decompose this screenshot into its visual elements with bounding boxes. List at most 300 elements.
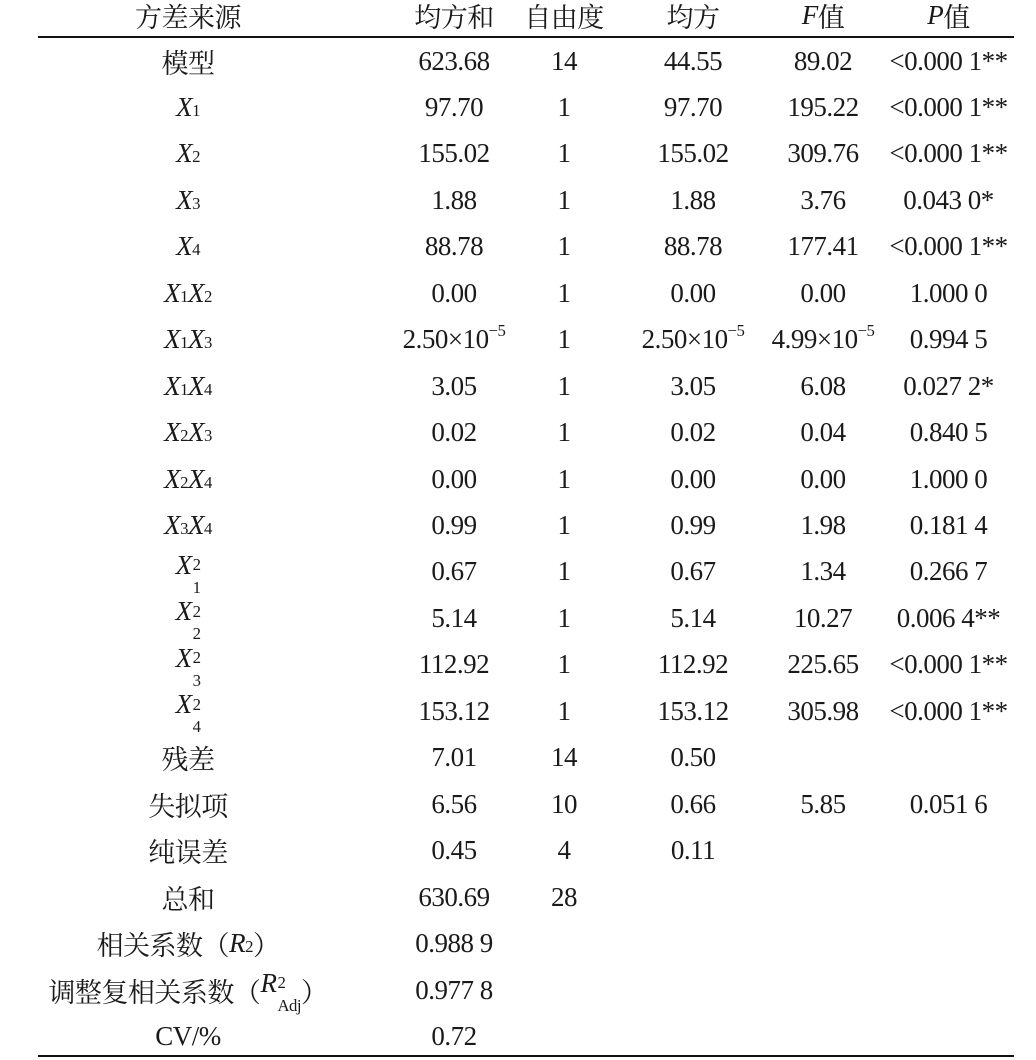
source-cell	[38, 735, 338, 781]
mean-sq-cell	[613, 38, 773, 84]
source-cell	[38, 270, 338, 316]
source-cell	[38, 828, 338, 874]
p-value-cell	[883, 317, 1014, 363]
table-row	[38, 84, 1014, 130]
source-cell	[38, 363, 338, 409]
p-value-cell	[883, 549, 1014, 595]
p-value-cell	[883, 828, 1014, 874]
f-value-cell	[758, 38, 888, 84]
mean-sq-cell	[613, 84, 773, 130]
superscript: 2	[277, 973, 286, 993]
source-cell	[38, 1013, 338, 1059]
source-variable	[260, 967, 302, 1015]
sum-sq-value: 1.88	[431, 184, 477, 215]
df-value: 10	[551, 788, 577, 819]
source-label: 失拟项	[148, 791, 228, 822]
sum-sq-value: 0.02	[431, 417, 477, 448]
source-cell	[38, 317, 338, 363]
f-value: 309.76	[787, 138, 859, 169]
source-cell	[38, 131, 338, 177]
variable-letter: R	[229, 928, 246, 959]
source-cell	[38, 503, 338, 549]
source-suffix: ）	[301, 977, 328, 1008]
table-row	[38, 642, 1014, 688]
source-prefix: 相关系数（	[96, 931, 230, 962]
mean-sq-cell	[613, 1013, 773, 1059]
f-value: 225.65	[787, 649, 859, 680]
f-value: 195.22	[787, 91, 859, 122]
p-value: <0.000 1**	[889, 695, 1008, 726]
source-suffix: ）	[252, 931, 280, 962]
source-cell	[38, 642, 338, 688]
header-p-letter: P	[927, 0, 944, 30]
mean-sq-value: 0.50	[670, 742, 716, 773]
p-value-cell	[883, 456, 1014, 502]
sum-sq-value: 0.00	[431, 277, 477, 308]
source-cell	[38, 874, 338, 920]
df-cell	[504, 503, 624, 549]
superscript: 2	[192, 648, 201, 668]
table-row	[38, 828, 1014, 874]
variable-letter: X	[175, 642, 192, 673]
f-value-cell	[758, 781, 888, 827]
ss-exponent: −5	[488, 321, 506, 341]
variable-letter: X	[188, 510, 204, 540]
mean-sq-value: 153.12	[657, 695, 729, 726]
df-cell	[504, 921, 624, 967]
variable-letter: X	[175, 549, 192, 580]
df-cell	[504, 549, 624, 595]
df-value: 1	[557, 510, 571, 540]
mean-sq-cell	[613, 131, 773, 177]
df-value: 1	[557, 602, 571, 633]
df-cell	[504, 270, 624, 316]
f-value-cell	[758, 456, 888, 502]
mean-sq-value: 1.88	[670, 184, 716, 215]
source-variable: X 4	[188, 510, 212, 540]
table-row	[38, 38, 1014, 84]
subscript: Adj	[277, 996, 302, 1015]
sum-sq-value: 0.00	[431, 463, 477, 494]
sup-sub-stack	[192, 601, 201, 644]
f-value-cell	[758, 688, 888, 734]
df-cell	[504, 735, 624, 781]
df-cell	[504, 317, 624, 363]
source-label: 纯误差	[148, 838, 228, 869]
table-row	[38, 874, 1014, 920]
subscript: 4	[192, 717, 201, 737]
source-cell	[38, 224, 338, 270]
mean-sq-value: 155.02	[657, 138, 729, 169]
table-row	[38, 549, 1014, 595]
mean-sq-value: 0.99	[670, 510, 716, 540]
f-value-cell	[758, 735, 888, 781]
p-value: 1.000 0	[909, 277, 988, 308]
p-value-cell	[883, 131, 1014, 177]
mean-sq-value: 0.00	[670, 277, 716, 308]
p-value-cell	[883, 735, 1014, 781]
anova-table	[38, 0, 1014, 1060]
sum-sq-value: 0.988 9	[415, 928, 493, 959]
source-cell	[38, 549, 338, 595]
header-f-suffix: 值	[817, 2, 845, 33]
table-row	[38, 456, 1014, 502]
header-sum-sq-label: 均方和	[414, 2, 494, 33]
df-value: 1	[557, 417, 571, 448]
table-row	[38, 595, 1014, 644]
df-cell	[504, 688, 624, 734]
source-cell	[38, 456, 338, 502]
f-value-cell	[758, 967, 888, 1013]
superscript: 2	[192, 555, 201, 575]
p-value: <0.000 1**	[889, 231, 1008, 262]
df-cell	[504, 642, 624, 688]
source-cell	[38, 595, 338, 644]
mean-sq-value: 0.67	[670, 556, 716, 587]
table-row	[38, 735, 1014, 781]
source-prefix: 调整复相关系数（	[48, 977, 261, 1008]
variable-letter: X	[175, 596, 192, 627]
f-value: 1.98	[800, 510, 846, 540]
f-value-cell	[758, 1013, 888, 1059]
header-source	[38, 0, 338, 38]
df-value: 14	[551, 742, 577, 773]
source-variable: X 1	[164, 277, 188, 308]
f-value-cell	[758, 177, 888, 223]
superscript: 2	[192, 694, 201, 714]
sum-sq-value: 3.05	[431, 370, 477, 401]
df-cell	[504, 967, 624, 1013]
mean-sq-cell	[613, 549, 773, 595]
variable-letter: X	[188, 277, 204, 308]
source-variable	[175, 689, 201, 737]
source-cell	[38, 781, 338, 827]
sum-sq-value: 0.67	[431, 556, 477, 587]
source-cell	[38, 967, 338, 1013]
p-value-cell	[883, 38, 1014, 84]
f-value: 177.41	[787, 231, 859, 262]
ms-exponent: −5	[727, 321, 745, 341]
p-value: 0.006 4**	[896, 602, 1001, 633]
mean-sq-value: 0.02	[670, 417, 716, 448]
source-label: 残差	[161, 745, 215, 776]
header-source-label: 方差来源	[135, 2, 241, 33]
source-cell	[38, 177, 338, 223]
df-value: 1	[557, 324, 571, 355]
table-row	[38, 224, 1014, 270]
p-value: 0.051 6	[909, 788, 988, 819]
f-value-cell	[758, 84, 888, 130]
df-cell	[504, 131, 624, 177]
mean-sq-cell	[613, 410, 773, 456]
mean-sq-value: 3.05	[670, 370, 716, 401]
sup-sub-stack	[277, 973, 302, 1015]
variable-letter: X	[188, 463, 204, 494]
p-value-cell	[883, 874, 1014, 920]
ms-mantissa: 2.50×10	[641, 324, 728, 355]
source-variable: X 3	[164, 510, 188, 540]
p-value-cell	[883, 642, 1014, 688]
mean-sq-cell	[613, 735, 773, 781]
f-value-cell	[758, 642, 888, 688]
source-cell	[38, 688, 338, 737]
df-cell	[504, 595, 624, 641]
df-value: 1	[557, 184, 571, 215]
p-value-cell	[883, 781, 1014, 827]
p-value-cell	[883, 595, 1014, 641]
f-exponent: −5	[857, 321, 875, 341]
source-variable	[175, 549, 201, 597]
sum-sq-value: 0.45	[431, 835, 477, 866]
mean-sq-value: 0.00	[670, 463, 716, 494]
f-value-cell	[758, 317, 888, 363]
sup-sub-stack	[192, 694, 201, 737]
f-value: 1.34	[800, 556, 846, 587]
table-row	[38, 967, 1014, 1013]
variable-letter: X	[176, 91, 193, 122]
df-value: 1	[557, 649, 571, 680]
df-value: 14	[551, 45, 577, 76]
superscript: 2	[192, 601, 201, 621]
df-value: 1	[557, 463, 571, 494]
source-variable: X 2	[176, 138, 200, 169]
mean-sq-cell	[613, 874, 773, 920]
f-value-cell	[758, 410, 888, 456]
p-value-cell	[883, 410, 1014, 456]
sum-sq-value: 88.78	[424, 231, 484, 262]
f-value-cell	[758, 131, 888, 177]
sup-sub-stack	[192, 648, 201, 690]
variable-letter: X	[176, 184, 193, 215]
variable-letter: X	[188, 324, 204, 355]
df-value: 1	[557, 556, 571, 587]
f-value-cell	[758, 828, 888, 874]
p-value: <0.000 1**	[889, 649, 1008, 680]
header-f-value	[758, 0, 888, 38]
mean-sq-cell	[613, 781, 773, 827]
p-value-cell	[883, 503, 1014, 549]
f-value: 89.02	[793, 45, 853, 76]
header-f-letter: F	[801, 0, 818, 30]
source-cell	[38, 410, 338, 456]
table-row	[38, 317, 1014, 363]
p-value: 0.043 0*	[903, 184, 994, 215]
sum-sq-value: 630.69	[418, 881, 490, 912]
f-value: 0.00	[800, 277, 846, 308]
df-cell	[504, 781, 624, 827]
f-value: 3.76	[800, 184, 846, 215]
f-value-cell	[758, 921, 888, 967]
source-variable: R 2	[229, 928, 253, 959]
f-value-cell	[758, 224, 888, 270]
source-variable: X 4	[176, 231, 200, 262]
f-value-cell	[758, 549, 888, 595]
f-value-cell	[758, 595, 888, 641]
sum-sq-value: 112.92	[418, 649, 490, 680]
mean-sq-value: 112.92	[657, 649, 729, 680]
mean-sq-cell	[613, 688, 773, 734]
mean-sq-value: 0.11	[670, 835, 716, 866]
sum-sq-value: 155.02	[418, 138, 490, 169]
header-mean-sq	[613, 0, 773, 38]
sum-sq-value: 0.72	[431, 1020, 477, 1051]
df-cell	[504, 363, 624, 409]
df-value: 1	[557, 370, 571, 401]
p-value-cell	[883, 270, 1014, 316]
header-df	[504, 0, 624, 38]
f-value: 5.85	[800, 788, 846, 819]
sum-sq-value: 0.977 8	[415, 974, 493, 1005]
sum-sq-value: 7.01	[431, 742, 477, 773]
source-variable: X 2	[164, 463, 188, 494]
f-value-cell	[758, 270, 888, 316]
df-cell	[504, 1013, 624, 1059]
p-value: <0.000 1**	[889, 91, 1008, 122]
subscript: 1	[192, 577, 201, 597]
mean-sq-value: 44.55	[663, 45, 723, 76]
source-cell	[38, 38, 338, 84]
source-cell	[38, 921, 338, 967]
mean-sq-cell	[613, 921, 773, 967]
p-value: 0.840 5	[909, 417, 988, 448]
mean-sq-cell	[613, 177, 773, 223]
p-value-cell	[883, 688, 1014, 734]
df-cell	[504, 456, 624, 502]
variable-letter: X	[176, 138, 193, 169]
mean-sq-cell	[613, 363, 773, 409]
p-value: <0.000 1**	[889, 45, 1008, 76]
table-row	[38, 688, 1014, 737]
table-row	[38, 131, 1014, 177]
table-row	[38, 410, 1014, 456]
df-cell	[504, 410, 624, 456]
sup-sub-stack	[192, 555, 201, 597]
source-variable: X 2	[188, 277, 212, 308]
header-row	[38, 0, 1014, 38]
f-mantissa: 4.99×10	[771, 324, 858, 355]
source-variable: X 1	[176, 91, 200, 122]
f-value: 10.27	[793, 602, 853, 633]
variable-letter: X	[188, 370, 204, 401]
source-variable: X 3	[188, 324, 212, 355]
table-row	[38, 503, 1014, 549]
variable-letter: X	[164, 370, 181, 401]
mean-sq-cell	[613, 317, 773, 363]
sum-sq-value: 153.12	[418, 695, 490, 726]
mean-sq-cell	[613, 503, 773, 549]
source-variable: X 4	[188, 463, 212, 494]
p-value: 0.027 2*	[903, 370, 994, 401]
df-cell	[504, 38, 624, 84]
variable-letter: X	[164, 277, 181, 308]
source-variable: X 3	[176, 184, 200, 215]
p-value-cell	[883, 84, 1014, 130]
df-value: 1	[557, 91, 571, 122]
source-label: CV/%	[155, 1020, 221, 1051]
variable-letter: X	[164, 324, 181, 355]
p-value-cell	[883, 1013, 1014, 1059]
sum-sq-value: 97.70	[424, 91, 484, 122]
mean-sq-cell	[613, 642, 773, 688]
variable-letter: X	[164, 417, 181, 448]
p-value: 1.000 0	[909, 463, 988, 494]
mean-sq-cell	[613, 828, 773, 874]
mean-sq-value: 5.14	[670, 602, 716, 633]
df-value: 1	[557, 231, 571, 262]
df-value: 28	[551, 881, 577, 912]
mean-sq-value: 97.70	[663, 91, 723, 122]
sum-sq-value: 5.14	[431, 602, 477, 633]
table-bottom-rule	[38, 1055, 1014, 1057]
source-label: 模型	[161, 48, 215, 79]
p-value: <0.000 1**	[889, 138, 1008, 169]
p-value-cell	[883, 967, 1014, 1013]
table-row	[38, 270, 1014, 316]
mean-sq-cell	[613, 595, 773, 641]
df-cell	[504, 224, 624, 270]
table-row	[38, 363, 1014, 409]
header-p-value	[883, 0, 1014, 38]
df-cell	[504, 84, 624, 130]
df-value: 1	[557, 277, 571, 308]
f-value: 0.00	[800, 463, 846, 494]
variable-letter: X	[175, 689, 192, 720]
df-cell	[504, 874, 624, 920]
mean-sq-cell	[613, 967, 773, 1013]
p-value-cell	[883, 363, 1014, 409]
p-value: 0.181 4	[909, 510, 988, 540]
f-value-cell	[758, 363, 888, 409]
source-variable: X 3	[188, 417, 212, 448]
mean-sq-value: 0.66	[670, 788, 716, 819]
p-value: 0.266 7	[909, 556, 988, 587]
df-value: 1	[557, 695, 571, 726]
source-label: 总和	[161, 884, 215, 915]
source-cell	[38, 84, 338, 130]
df-value: 1	[557, 138, 571, 169]
p-value-cell	[883, 224, 1014, 270]
variable-letter: R	[260, 967, 277, 998]
p-value-cell	[883, 177, 1014, 223]
sum-sq-value: 0.99	[431, 510, 477, 540]
variable-letter: X	[164, 510, 181, 540]
source-variable: X 1	[164, 324, 188, 355]
table-row	[38, 921, 1014, 967]
f-value: 0.04	[800, 417, 846, 448]
p-value-cell	[883, 921, 1014, 967]
df-cell	[504, 828, 624, 874]
df-value: 4	[557, 835, 571, 866]
source-variable: X 4	[188, 370, 212, 401]
sum-sq-value: 623.68	[418, 45, 490, 76]
variable-letter: X	[176, 231, 193, 262]
source-variable: X 1	[164, 370, 188, 401]
mean-sq-value: 88.78	[663, 231, 723, 262]
mean-sq-cell	[613, 270, 773, 316]
subscript: 3	[192, 670, 201, 690]
f-value-cell	[758, 503, 888, 549]
sum-sq-value: 6.56	[431, 788, 477, 819]
variable-letter: X	[188, 417, 204, 448]
p-value: 0.994 5	[909, 324, 988, 355]
variable-letter: X	[164, 463, 181, 494]
f-value-cell	[758, 874, 888, 920]
source-variable	[175, 596, 201, 644]
source-variable: X 2	[164, 417, 188, 448]
table-row	[38, 781, 1014, 827]
table-row	[38, 177, 1014, 223]
source-variable	[175, 642, 201, 690]
